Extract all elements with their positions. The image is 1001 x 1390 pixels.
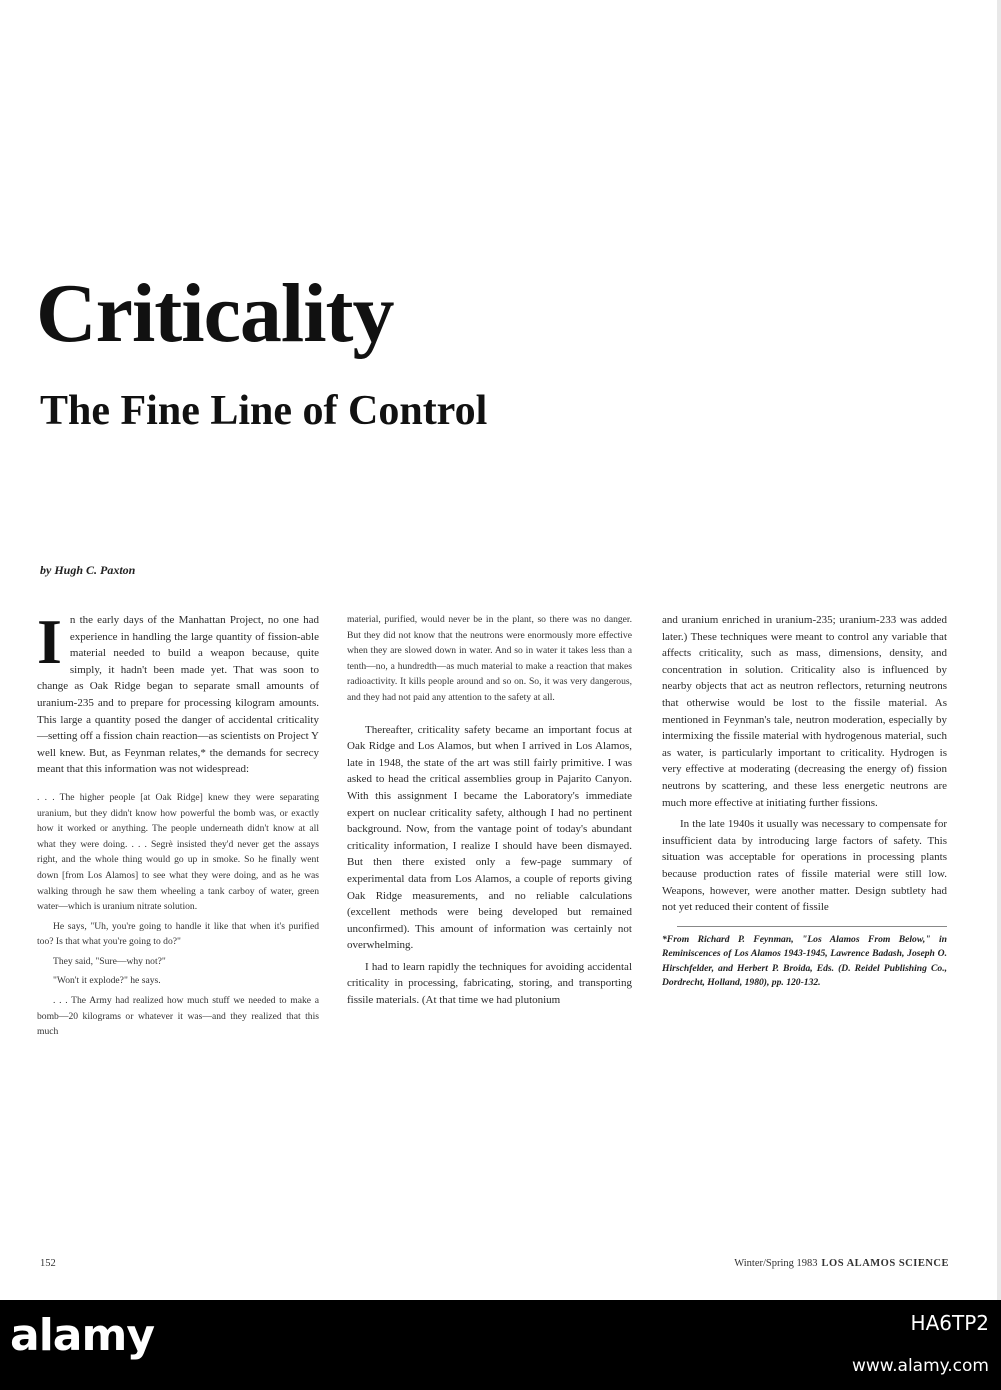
lead-paragraph: [37, 606, 319, 778]
image-id: HA6TP2: [910, 1311, 989, 1335]
footnote: *From Richard P. Feynman, "Los Alamos From Below," in Reminiscences of Los Alamos 1943-1945, Lawrence Badash, Joseph O. Hirschfelder, and Herbert P. Broida, Eds. (D. Reidel Publishing Co., Dordrecht, Holland, 1980), pp. 120-132.: [662, 933, 947, 989]
scan-edge: [997, 0, 1001, 1300]
body-paragraph: Thereafter, criticality safety became an important focus at Oak Ridge and Los Alamos, but when I arrived in Los Alamos, late in 1948, the state of the art was still fairly primitive. I was asked to head the critical assemblies group in Pajarito Canyon. With this assignment I became the Laboratory's immediate expert on nuclear criticality safety, although I had no pertinent background. Now, from the vantage point of today's abundant criticality information, I realize I should have been dismayed. But then there existed only a few-page summary of experimental data from Los Alamos, a couple of reports giving Oak Ridge measurements, and no reliable calculations (excellent methods were being developed but remained unconfirmed). This amount of information was certainly not overwhelming.: [347, 723, 632, 952]
magazine-name: LOS ALAMOS SCIENCE: [821, 1258, 949, 1269]
quote-paragraph: . . . The Army had realized how much stuff we needed to make a bomb—20 kilograms or whatever it was—and they realized that this much: [37, 995, 319, 1038]
article-subtitle: The Fine Line of Control: [40, 388, 488, 434]
page-number: 152: [40, 1258, 56, 1269]
lead-text: n the early days of the Manhattan Project, no one had experience in handling the large quantity of fission-able material needed to build a weapon because, quite simply, it hadn't been made yet. That was soon to change as Oak Ridge began to separate small amounts of uranium-235 and to prepare for processing kilogram amounts. This large a quantity posed the danger of accidental criticality—setting off a fission chain reaction—as scientists on Project Y well knew. But, as Feynman relates,* the demands for secrecy meant that this information was not widespread:: [37, 614, 319, 776]
body-paragraph: In the late 1940s it usually was necessary to compensate for insufficient data by introducing large factors of safety. This situation was acceptable for operations in processing plants because production rates of fissile material were still low. Weapons, however, were another matter. Design subtlety had not yet reduced their content of fissile: [662, 818, 947, 914]
watermark-bar: [0, 1300, 1001, 1390]
issue-date: Winter/Spring 1983: [734, 1258, 818, 1269]
feynman-quote: [37, 790, 319, 1040]
alamy-logo: alamy: [10, 1310, 154, 1361]
brand-url: www.alamy.com: [851, 1356, 989, 1376]
drop-cap: I: [37, 606, 62, 677]
quote-paragraph: material, purified, would never be in the plant, so there was no danger. But they did not know that the neutrons were enormously more effective when they are slowed down in water. And so in water it takes less than a tenth—no, a hundredth—as much material to make a reaction that makes radioactivity. It kills people around and so on. So, it was very dangerous, and they had not paid any attention to the safety at all.: [347, 614, 632, 703]
quote-paragraph: They said, "Sure—why not?": [53, 955, 166, 967]
feynman-quote-continued: [347, 612, 632, 706]
article-title: Criticality: [36, 267, 394, 360]
body-paragraph: I had to learn rapidly the techniques for avoiding accidental criticality in processing, fabricating, storing, and transporting fissile materials. (At that time we had plutonium: [347, 960, 632, 1007]
column-2: [347, 612, 632, 1014]
quote-paragraph: . . . The higher people [at Oak Ridge] knew they were separating uranium, but they didn't know how powerful the bomb was, or exactly how it worked or anything. The people underneath didn't know at all what they were doing. . . . Segrè insisted they'd never get the assays right, and the whole thing would go up in smoke. So he finally went down [from Los Alamos] to see what they were doing, and as he was walking through he saw them wheeling a tank carboy of water, green water—which is uranium nitrate solution.: [37, 791, 319, 913]
running-footer: [734, 1258, 949, 1269]
quote-paragraph: He says, "Uh, you're going to handle it like that when it's purified too? Is that what you're going to do?": [37, 920, 319, 948]
column-3: [662, 612, 947, 991]
column-1: [37, 606, 319, 1044]
quote-paragraph: "Won't it explode?" he says.: [53, 975, 161, 987]
footnote-divider: [677, 926, 947, 927]
body-paragraph: and uranium enriched in uranium-235; uranium-233 was added later.) These techniques were meant to control any variable that affects criticality, such as mass, dimensions, density, and concentration in solution. Criticality also is influenced by nearby objects that act as neutron reflectors, returning neutrons that otherwise would be lost to the fissile material. As mentioned in Feynman's tale, neutron moderation, especially by intermixing the fissile material with hydrogenous material, such as water, is particularly important to criticality. Hydrogen is very effective at moderating (decreasing the energy of) fission neutrons by scattering, and these less energetic neutrons are much more effective at initiating further fissions.: [662, 614, 947, 809]
byline: by Hugh C. Paxton: [40, 563, 136, 577]
